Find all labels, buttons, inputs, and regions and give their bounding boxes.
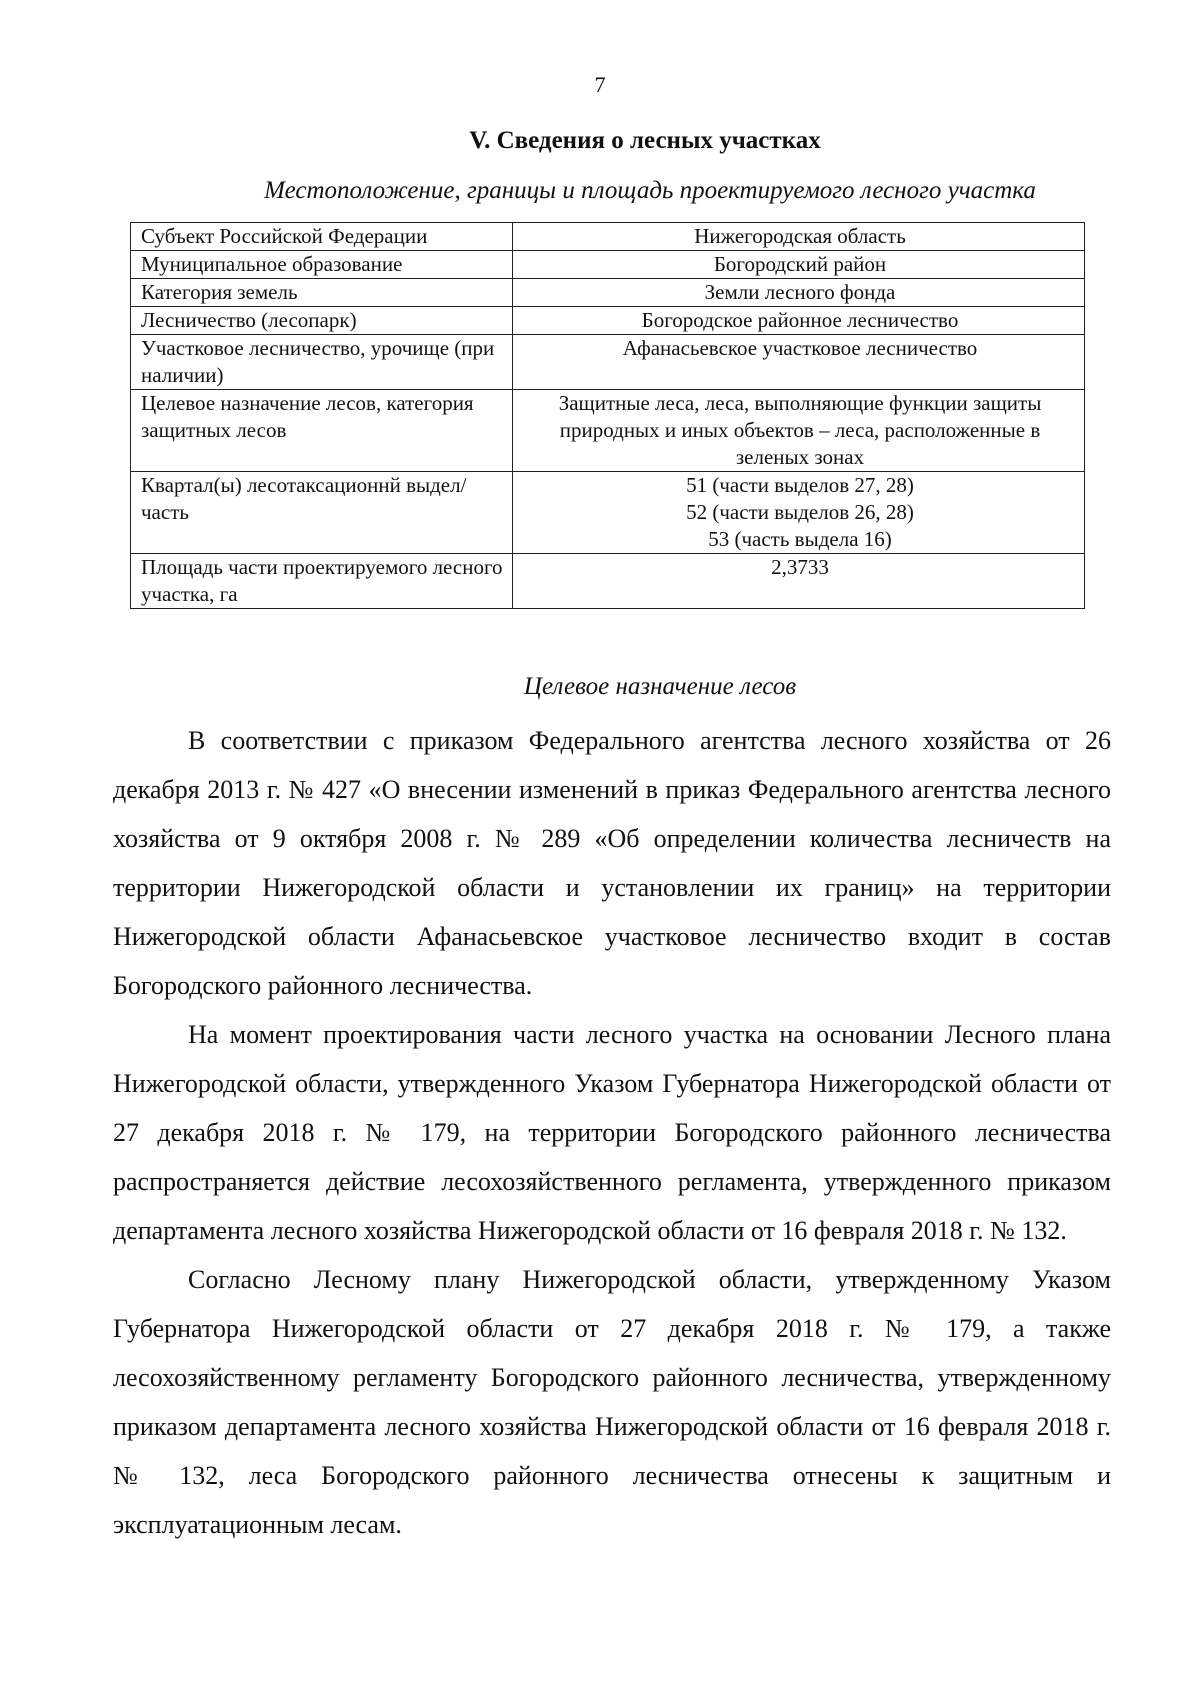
table-cell-label: Площадь части проектируемого лесного участка, га xyxy=(131,554,513,609)
table-cell-value-line: Земли лесного фонда xyxy=(704,280,896,304)
table-cell-label: Категория земель xyxy=(131,279,513,307)
table-cell-label: Квартал(ы) лесотаксационнй выдел/часть xyxy=(131,472,513,554)
table-cell-value-line: Богородское районное лесничество xyxy=(641,308,959,332)
table-cell-label: Лесничество (лесопарк) xyxy=(131,307,513,335)
table-cell-value xyxy=(513,307,1085,335)
body-text xyxy=(113,716,1111,1549)
table-row xyxy=(131,251,1085,279)
page-number: 7 xyxy=(594,72,606,97)
table-row xyxy=(131,335,1085,390)
table-row xyxy=(131,307,1085,335)
paragraph: На момент проектирования части лесного участка на основании Лесного плана Нижегородской области, утвержденного Указом Губернатора Нижегородской области от 27 декабря 2018 г. № 179, на территории Богородского районного лесничества распространяется действие лесохозяйственного регламента, утвержденного приказом департамента лесного хозяйства Нижегородской области от 16 февраля 2018 г. № 132. xyxy=(113,1020,1111,1245)
table-body xyxy=(131,223,1085,609)
table-cell-label: Участковое лесничество, урочище (при наличии) xyxy=(131,335,513,390)
table-row xyxy=(131,223,1085,251)
table-cell-value xyxy=(513,554,1085,609)
table-cell-value-line: 53 (часть выдела 16) xyxy=(708,527,892,551)
table-row xyxy=(131,390,1085,472)
table-cell-value xyxy=(513,390,1085,472)
subheading: Целевое назначение лесов xyxy=(523,673,797,700)
table-row xyxy=(131,554,1085,609)
paragraph: Согласно Лесному плану Нижегородской области, утвержденному Указом Губернатора Нижегородской области от 27 декабря 2018 г. № 179, а также лесохозяйственному регламенту Богородского районного лесничества, утвержденному приказом департамента лесного хозяйства Нижегородской области от 16 февраля 2018 г. № 132, леса Богородского районного лесничества отнесены к защитным и эксплуатационным лесам. xyxy=(113,1265,1111,1539)
table-cell-value-line: Нижегородская область xyxy=(694,224,906,248)
table-caption: Местоположение, границы и площадь проектируемого лесного участка xyxy=(264,177,1036,204)
table-cell-value-line: 2,3733 xyxy=(771,555,829,579)
table-cell-value-line: 51 (части выделов 27, 28) xyxy=(686,473,914,497)
table-cell-value-line: 52 (части выделов 26, 28) xyxy=(686,500,914,524)
table-row xyxy=(131,279,1085,307)
table-cell-value-line: Богородский район xyxy=(713,252,887,276)
table-cell-value xyxy=(513,279,1085,307)
forest-plot-info-table xyxy=(130,222,1085,609)
table-cell-value xyxy=(513,223,1085,251)
table-cell-value xyxy=(513,472,1085,554)
table-cell-value-line: Защитные леса, леса, выполняющие функции защиты природных и иных объектов – леса, расположенные в зеленых зонах xyxy=(558,391,1042,469)
table-cell-label: Муниципальное образование xyxy=(131,251,513,279)
table-cell-label: Субъект Российской Федерации xyxy=(131,223,513,251)
table-row xyxy=(131,472,1085,554)
paragraph: В соответствии с приказом Федерального агентства лесного хозяйства от 26 декабря 2013 г. № 427 «О внесении изменений в приказ Федерального агентства лесного хозяйства от 9 октября 2008 г. № 289 «Об определении количества лесничеств на территории Нижегородской области и установлении их границ» на территории Нижегородской области Афанасьевское участковое лесничество входит в состав Богородского районного лесничества. xyxy=(113,726,1111,1000)
table-cell-value xyxy=(513,335,1085,390)
table-cell-label: Целевое назначение лесов, категория защитных лесов xyxy=(131,390,513,472)
table-cell-value xyxy=(513,251,1085,279)
table-cell-value-line: Афанасьевское участковое лесничество xyxy=(622,336,978,360)
section-title: V. Сведения о лесных участках xyxy=(469,127,821,154)
